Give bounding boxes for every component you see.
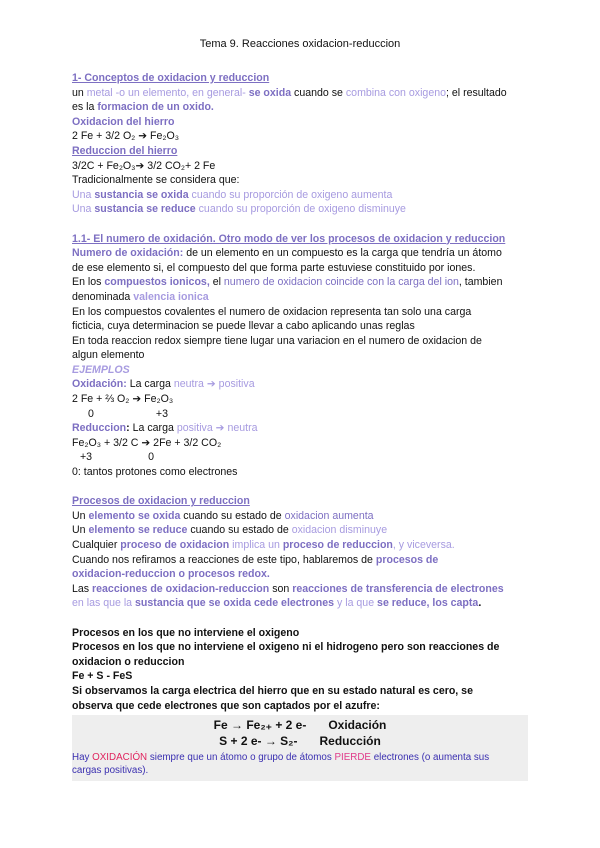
spacer [72, 217, 532, 232]
paragraph-line [72, 246, 532, 261]
spacer [72, 480, 532, 495]
text: cuando su estado de [180, 509, 285, 522]
term: reacciones de transferencia de electrones [292, 582, 504, 595]
term: procesos de [375, 553, 439, 566]
example-reduccion [72, 421, 532, 436]
term: se reduce, los capta [377, 597, 479, 610]
term: proceso de oxidacion [120, 539, 230, 551]
text: , y viceversa. [392, 539, 455, 551]
example-oxidacion [72, 377, 532, 392]
subheading-oxidacion-hierro: Oxidacion del hierro [72, 115, 175, 128]
text: En los [72, 276, 105, 289]
text: positiva ➔ neutra [176, 422, 258, 435]
text: cuando se [291, 86, 346, 99]
rule-reduce [72, 202, 532, 217]
text: Cualquier [72, 539, 121, 551]
text: Un [72, 524, 89, 537]
paragraph-line: Tradicionalmente se considera que: [72, 174, 240, 187]
paragraph-line: Procesos en los que no interviene el oxigeno [72, 626, 300, 639]
spacer [72, 611, 532, 626]
text: implica un [229, 539, 283, 551]
term: elemento se reduce [88, 524, 188, 537]
term: Numero de oxidación: [72, 247, 184, 260]
paragraph-line: En los compuestos covalentes el numero de oxidacion representa tan solo una carga [72, 305, 472, 318]
text: electrones (o aumenta sus [370, 752, 490, 764]
ox-number: 0 [88, 407, 94, 420]
text: oxidacion aumenta [284, 509, 374, 522]
text: cargas positivas). [72, 765, 149, 777]
equation-example-2: Fe₂O₃ + 3/2 C ➔ 2Fe + 3/2 CO₂ [72, 436, 222, 449]
text: : [126, 422, 130, 435]
text: un [72, 86, 87, 99]
term: compuestos ionicos, [104, 276, 210, 289]
text: Las [72, 582, 93, 595]
text: cuando su proporción de oxigeno disminuye [195, 203, 406, 216]
paragraph-line: observa que cede electrones que son captados por el azufre: [72, 699, 380, 712]
paragraph-line [72, 553, 532, 568]
text: oxidacion disminuye [291, 524, 388, 537]
text: Un [72, 509, 89, 522]
term: reacciones de oxidacion-reduccion [92, 582, 270, 595]
paragraph-line [72, 538, 532, 553]
redox-summary-box [72, 715, 528, 781]
document-title: Tema 9. Reacciones oxidacion-reduccion [199, 38, 401, 50]
half-reaction: Fe → Fe₂₊ + 2 e- [213, 718, 307, 733]
ox-number: +3 [80, 451, 93, 464]
term: valencia ionica [133, 290, 209, 303]
label: Reducción [319, 734, 381, 749]
term: elemento se oxida [88, 509, 181, 522]
text: y la que [334, 597, 378, 610]
paragraph-line [72, 596, 532, 611]
text: combina con oxigeno [345, 86, 446, 99]
redox-row-oxidacion [72, 717, 528, 733]
text: de un elemento en un compuesto es la carga que tendría un átomo [183, 247, 502, 260]
equation-oxidacion: 2 Fe + 3/2 O₂ ➔ Fe₂O₃ [72, 130, 180, 143]
paragraph-line: En toda reaccion redox siempre tiene lugar una variacion en el numero de oxidacion de [72, 334, 482, 347]
text: el [209, 276, 224, 289]
redox-row-reduccion [72, 733, 528, 749]
redox-note [72, 749, 528, 777]
paragraph-line: 0: tantos protones como electrones [72, 466, 238, 479]
term: sustancia se oxida [94, 188, 189, 201]
paragraph-line [72, 509, 532, 524]
text: neutra ➔ positiva [173, 378, 255, 391]
text: Hay [72, 752, 93, 764]
paragraph-line [72, 275, 532, 290]
oxidation-numbers-1 [72, 407, 532, 422]
text: La carga [126, 378, 174, 391]
ejemplos-label: EJEMPLOS [72, 363, 130, 376]
term-se-oxida: se oxida [248, 86, 292, 99]
paragraph-line: ficticia, cuya determinacion se puede llevar a cabo aplicando unas reglas [72, 320, 415, 333]
paragraph-line: oxidacion-reduccion o procesos redox. [72, 568, 270, 581]
rule-oxida [72, 188, 532, 203]
ox-number: +3 [155, 407, 168, 420]
paragraph-line: oxidacion o reduccion [72, 655, 185, 668]
paragraph-line [72, 100, 532, 115]
label: Oxidación [328, 718, 387, 733]
paragraph-line: algun elemento [72, 349, 145, 362]
equation-fes: Fe + S - FeS [72, 670, 133, 683]
paragraph-line: de ese elemento si, el compuesto del que forma parte estuviese constituido por iones. [72, 261, 476, 274]
text: cuando su proporción de oxigeno aumenta [188, 188, 393, 201]
text: Cuando nos refiramos a reacciones de este tipo, hablaremos de [72, 553, 376, 566]
section-heading-numero-oxidacion: 1.1- El numero de oxidación. Otro modo de ver los procesos de oxidacion y reduccion [72, 232, 506, 245]
text: Una [72, 203, 95, 216]
paragraph-line: Procesos en los que no interviene el oxigeno ni el hidrogeno pero son reacciones de [72, 641, 500, 654]
term: Reduccion [72, 422, 127, 435]
subheading-reduccion-hierro: Reduccion del hierro [72, 144, 178, 157]
term: proceso de reduccion [282, 539, 393, 551]
term: OXIDACIÓN [92, 752, 148, 764]
paragraph-line [72, 86, 532, 101]
equation-example-1: 2 Fe + ⅔ O₂ ➔ Fe₂O₃ [72, 393, 174, 406]
term: Oxidación: [72, 378, 127, 391]
text: cuando su estado de [187, 524, 292, 537]
term-formacion-oxido: formacion de un oxido. [97, 101, 214, 114]
ox-number: 0 [148, 451, 154, 464]
text: . [478, 597, 482, 610]
equation-reduccion: 3/2C + Fe₂O₃➔ 3/2 CO₂+ 2 Fe [72, 159, 216, 172]
paragraph-line: Si observamos la carga electrica del hierro que en su estado natural es cero, se [72, 684, 473, 697]
paragraph-line [72, 523, 532, 538]
text: denominada [72, 290, 134, 303]
text: metal -o un elemento, en general- [86, 86, 249, 99]
term: sustancia se reduce [94, 203, 196, 216]
text: ; el resultado [446, 86, 507, 99]
text: es la [72, 101, 98, 114]
text: numero de oxidacion coincide con la carga del ion [223, 276, 459, 289]
text: La carga [129, 422, 177, 435]
text: Una [72, 188, 95, 201]
text: son [269, 582, 293, 595]
text: siempre que un átomo o grupo de átomos [147, 752, 335, 764]
paragraph-line [72, 582, 532, 597]
document-body [72, 71, 532, 781]
paragraph-line [72, 290, 532, 305]
text: en las que la [72, 597, 136, 610]
oxidation-numbers-2 [72, 450, 532, 465]
term: PIERDE [334, 752, 371, 764]
half-reaction: S + 2 e- → S₂- [219, 734, 298, 749]
section-heading-conceptos: 1- Conceptos de oxidacion y reduccion [72, 72, 270, 84]
section-heading-procesos: Procesos de oxidacion y reduccion [72, 495, 250, 508]
term: sustancia que se oxida cede electrones [135, 597, 335, 610]
text: , tambien [458, 276, 503, 289]
